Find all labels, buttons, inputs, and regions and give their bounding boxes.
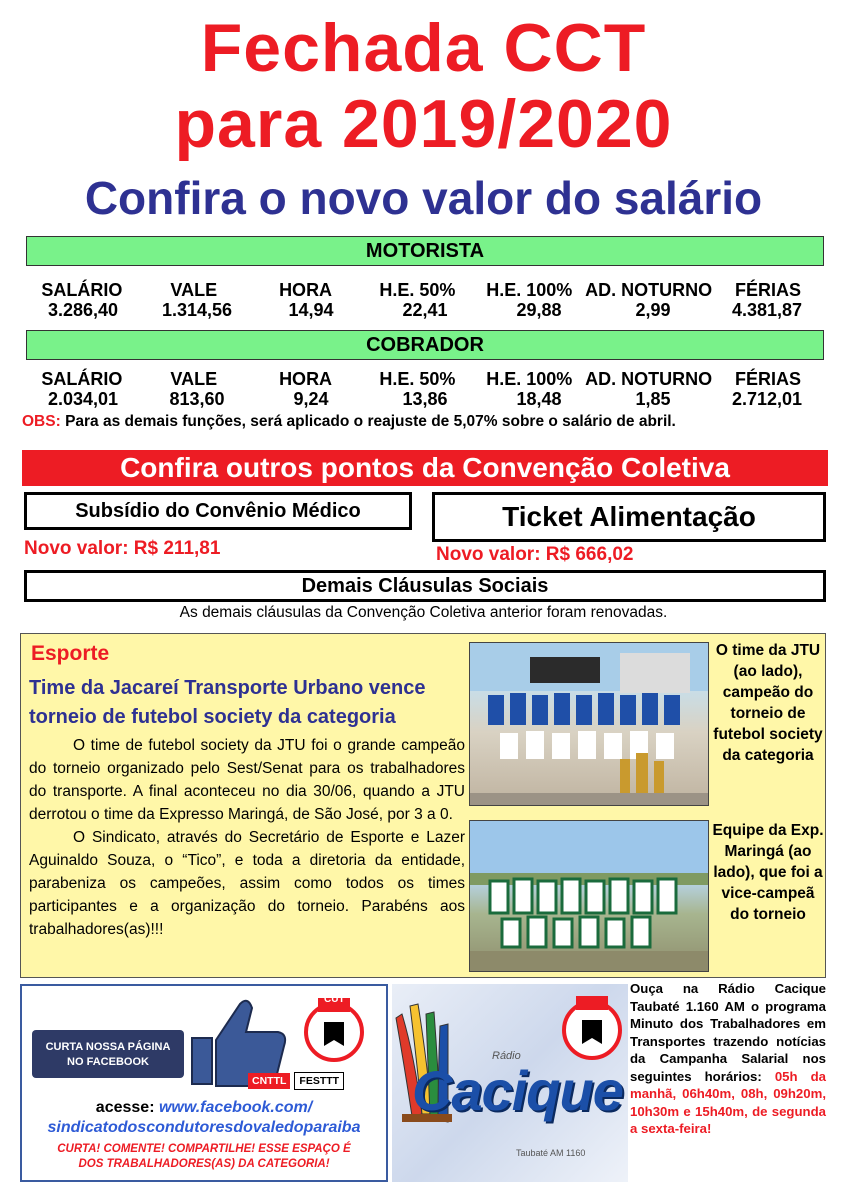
esporte-section [20,633,826,978]
facebook-acesse [22,1098,386,1138]
cobrador-header-cell: AD. NOTURNO [585,369,713,389]
motorista-value-cell: 14,94 [288,300,334,320]
obs-text: Para as demais funções, será aplicado o reajuste de 5,07% sobre o salário de abril. [65,413,676,430]
motorista-header-cell: HORA [279,280,333,300]
cobrador-value-cell: 2.034,01 [47,389,119,409]
headline-line1: Fechada CCT [200,10,647,86]
radio-cacique-ad [392,984,628,1182]
facebook-badge-line1: CURTA NOSSA PÁGINA [45,1041,171,1053]
esporte-headline: Time da Jacareí Transporte Urbano vence torneio de futebol society da categoria [29,677,426,728]
maringa-team-photo [469,820,709,972]
cobrador-pay-table [26,369,824,409]
cnttl-logo-label: CNTTL [248,1073,290,1089]
jtu-photo-caption: O time da JTU (ao lado), campeão do torneio de futebol society da categoria [713,642,823,764]
motorista-header-cell: VALE [170,280,218,300]
esporte-paragraph: O time de futebol society da JTU foi o grande campeão do torneio organizado pelo Sest/Senat para os trabalhadores do transporte. A final aconteceu no dia 30/06, quando a JTU derrotou o time da Expresso Maringá, de São José, por 3 a 0. [29,737,465,823]
motorista-header-row [26,280,824,300]
cobrador-header-cell: HORA [279,369,333,389]
cut-logo-label: CUT [324,994,345,1005]
demais-clausulas-title: Demais Cláusulas Sociais [301,575,549,597]
facebook-curta-line1: CURTA! COMENTE! COMPARTILHE! ESSE ESPAÇO É [57,1143,351,1155]
convenio-medico-box [24,492,412,530]
motorista-header-cell: SALÁRIO [41,280,123,300]
motorista-header-cell: FÉRIAS [735,280,802,300]
radio-intro: Ouça na Rádio Cacique Taubaté 1.160 AM o programa Minuto dos Trabalhadores em Transportes trazendo notícias da Campanha Salarial nos seguintes horários: [630,981,826,1084]
cobrador-title-bar: COBRADOR [26,330,824,360]
obs-note [22,413,832,431]
facebook-acesse-label: acesse: [95,1099,155,1116]
facebook-url-line2[interactable]: sindicatodoscondutoresdovaledoparaiba [47,1119,361,1136]
demais-clausulas-text: As demais cláusulas da Convenção Coletiva anterior foram renovadas. [179,604,668,621]
esporte-body [29,734,465,941]
cut-union-logo-icon [562,992,622,1062]
headline-subline: Confira o novo valor do salário [84,172,763,224]
motorista-value-cell: 4.381,87 [731,300,803,320]
cobrador-value-cell: 18,48 [516,389,562,409]
cobrador-header-cell: H.E. 100% [486,369,573,389]
festtt-logo-label: FESTTT [294,1072,344,1090]
radio-times: 05h da manhã, 06h40m, 08h, 09h20m, 10h30m e 15h40m, de segunda a sexta-feira! [630,1068,826,1136]
cobrador-header-cell: FÉRIAS [735,369,802,389]
facebook-curta-line2: DOS TRABALHADORES(AS) DA CATEGORIA! [78,1158,330,1170]
cobrador-value-cell: 2.712,01 [731,389,803,409]
motorista-value-cell: 22,41 [402,300,448,320]
facebook-badge-line2: NO FACEBOOK [67,1056,149,1068]
motorista-value-row [26,300,824,320]
cobrador-header-row [26,369,824,389]
ticket-alimentacao-title: Ticket Alimentação [502,501,756,532]
convenio-medico-valor: Novo valor: R$ 211,81 [24,538,221,559]
motorista-value-cell: 2,99 [635,300,671,320]
demais-clausulas-box [24,570,826,602]
motorista-header-cell: AD. NOTURNO [585,280,713,300]
radio-schedule-text [630,980,826,1138]
motorista-header-cell: H.E. 100% [486,280,573,300]
team-photo-illustration [470,643,709,806]
motorista-header-cell: H.E. 50% [379,280,456,300]
motorista-title-bar: MOTORISTA [26,236,824,266]
cobrador-value-cell: 813,60 [169,389,225,409]
outros-pontos-banner: Confira outros pontos da Convenção Coletiva [22,450,828,486]
motorista-value-cell: 29,88 [516,300,562,320]
cobrador-value-cell: 1,85 [635,389,671,409]
radio-cacique-logo: Cacique [412,1059,623,1122]
facebook-promo[interactable] [20,984,388,1182]
team-photo-illustration [470,821,709,972]
obs-label: OBS: [22,413,61,430]
cobrador-value-cell: 13,86 [402,389,448,409]
cnttl-festtt-logos [248,1072,348,1090]
jtu-team-photo [469,642,709,806]
cobrador-header-cell: SALÁRIO [41,369,123,389]
headline-line2: para 2019/2020 [174,86,673,162]
motorista-value-cell: 3.286,40 [47,300,119,320]
ticket-alimentacao-box [432,492,826,542]
esporte-label: Esporte [31,642,110,665]
radio-small-label: Rádio [492,1050,521,1062]
ticket-alimentacao-valor: Novo valor: R$ 666,02 [436,544,634,565]
convenio-medico-title: Subsídio do Convênio Médico [75,500,361,522]
radio-subtitle: Taubaté AM 1160 [516,1148,586,1158]
cobrador-header-cell: H.E. 50% [379,369,456,389]
motorista-pay-table [26,280,824,320]
facebook-url-line1[interactable]: www.facebook.com/ [158,1099,313,1116]
cobrador-value-cell: 9,24 [293,389,329,409]
facebook-like-badge [32,1030,184,1078]
esporte-paragraph: O Sindicato, através do Secretário de Esporte e Lazer Aguinaldo Souza, o “Tico”, e toda a diretoria da entidade, parabeniza os campeões, assim como todos os times participantes e a organização do torneio. Parabéns aos trabalhadores(as)!!! [29,829,465,938]
cobrador-value-row [26,389,824,409]
facebook-curta-text [22,1142,386,1172]
motorista-value-cell: 1.314,56 [161,300,233,320]
maringa-photo-caption: Equipe da Exp. Maringá (ao lado), que foi a vice-campeã do torneio [712,822,824,923]
cobrador-header-cell: VALE [170,369,218,389]
